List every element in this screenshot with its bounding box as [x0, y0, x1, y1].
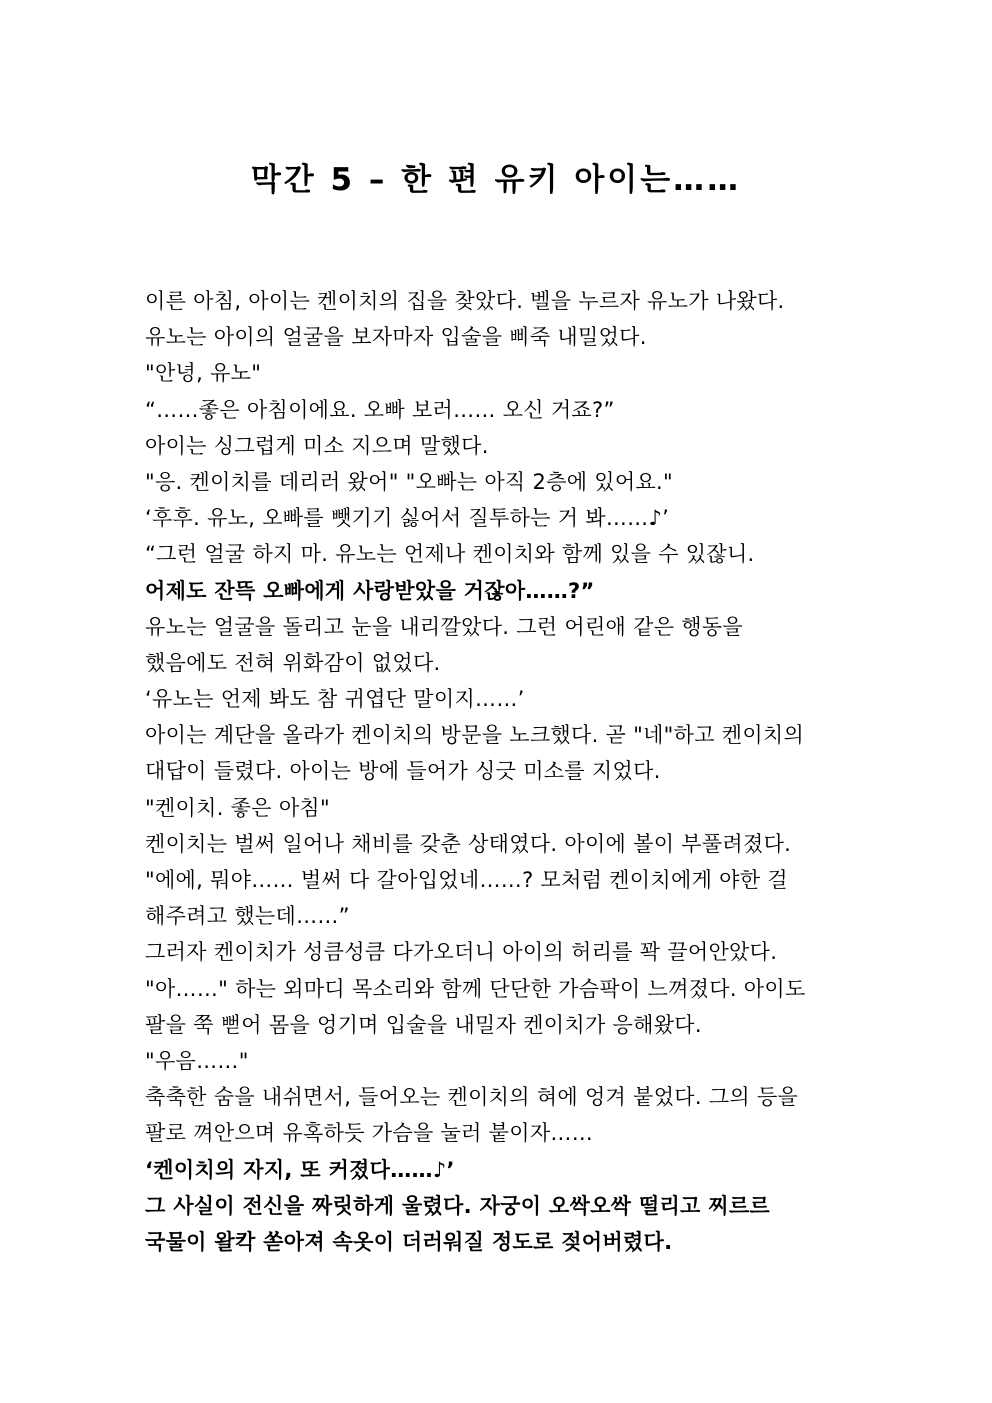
- text-line: 아이는 계단을 올라가 켄이치의 방문을 노크했다. 곧 "네"하고 켄이치의: [145, 723, 805, 748]
- text-line: "켄이치. 좋은 아침": [145, 795, 330, 820]
- text-line: "안녕, 유노": [145, 361, 262, 386]
- text-line: 국물이 왈칵 쏟아져 속옷이 더러워질 정도로 젖어버렸다.: [145, 1229, 673, 1254]
- text-line: 그러자 켄이치가 성큼성큼 다가오더니 아이의 허리를 꽉 끌어안았다.: [145, 940, 778, 965]
- text-line: ‘유노는 언제 봐도 참 귀엽단 말이지……’: [145, 687, 525, 712]
- text-line: 팔을 쭉 뻗어 몸을 엉기며 입술을 내밀자 켄이치가 응해왔다.: [145, 1012, 702, 1037]
- text-line: 해주려고 했는데……”: [145, 904, 350, 929]
- text-line: 대답이 들렸다. 아이는 방에 들어가 싱긋 미소를 지었다.: [145, 759, 661, 784]
- text-line: “……좋은 아침이에요. 오빠 보러…… 오신 거죠?”: [145, 397, 615, 422]
- text-line: 유노는 아이의 얼굴을 보자마자 입술을 삐죽 내밀었다.: [145, 325, 647, 350]
- page-title: 막간 5 – 한 편 유키 아이는……: [250, 162, 742, 198]
- text-line: 아이는 싱그럽게 미소 지으며 말했다.: [145, 433, 489, 458]
- text-line: "우음……": [145, 1048, 249, 1073]
- text-line: 이른 아침, 아이는 켄이치의 집을 찾았다. 벨을 누르자 유노가 나왔다.: [145, 289, 785, 313]
- text-line: "응. 켄이치를 데리러 왔어" "오빠는 아직 2층에 있어요.": [145, 469, 673, 494]
- text-line: 했음에도 전혀 위화감이 없었다.: [145, 650, 441, 675]
- text-line: 켄이치는 벌써 일어나 채비를 갖춘 상태였다. 아이에 볼이 부풀려졌다.: [145, 831, 792, 856]
- text-line: 그 사실이 전신을 짜릿하게 울렸다. 자궁이 오싹오싹 떨리고 찌르르: [145, 1193, 770, 1218]
- text-line: “그런 얼굴 하지 마. 유노는 언제나 켄이치와 함께 있을 수 있잖니.: [145, 542, 755, 567]
- text-line: 축축한 숨을 내쉬면서, 들어오는 켄이치의 혀에 엉겨 붙었다. 그의 등을: [145, 1085, 799, 1110]
- story-body: [145, 283, 865, 1260]
- text-line: 어제도 잔뜩 오빠에게 사랑받았을 거잖아……?”: [145, 578, 595, 603]
- text-line: 팔로 껴안으며 유혹하듯 가슴을 눌러 붙이자……: [145, 1121, 594, 1146]
- text-line: "에에, 뭐야…… 벌써 다 갈아입었네……? 모처럼 켄이치에게 야한 걸: [145, 868, 788, 892]
- text-line: ‘후후. 유노, 오빠를 뺏기기 싫어서 질투하는 거 봐……♪’: [145, 506, 670, 531]
- text-line: 유노는 얼굴을 돌리고 눈을 내리깔았다. 그런 어린애 같은 행동을: [145, 614, 744, 639]
- text-line: "아……" 하는 외마디 목소리와 함께 단단한 가슴팍이 느껴졌다. 아이도: [145, 976, 806, 1001]
- text-line: ‘켄이치의 자지, 또 커졌다……♪’: [145, 1157, 455, 1182]
